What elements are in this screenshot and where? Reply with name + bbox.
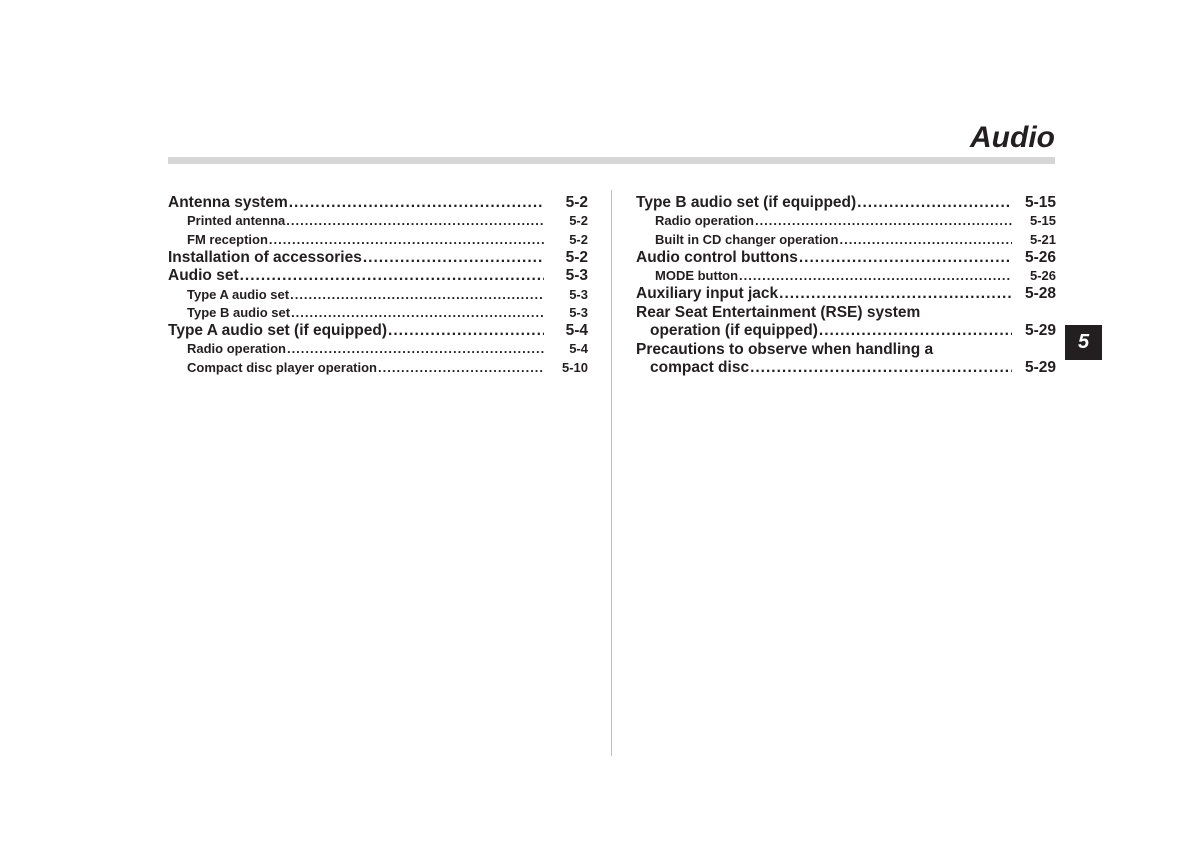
toc-entry-page: 5-21 <box>1029 231 1056 247</box>
toc-entry-title: Type A audio set (if equipped) <box>168 322 388 340</box>
toc-entry-page: 5-2 <box>569 231 588 247</box>
chapter-tab: 5 <box>1065 325 1102 360</box>
toc-entry-page: 5-4 <box>569 341 588 357</box>
toc-entry-title: MODE button <box>655 268 739 284</box>
toc-entry-page: 5-3 <box>565 267 588 285</box>
toc-entry-page: 5-3 <box>569 286 588 302</box>
toc-entry[interactable] <box>168 322 588 340</box>
toc-dot-leader <box>378 359 544 377</box>
toc-dot-leader <box>799 249 1012 267</box>
toc-entry-title: Precautions to observe when handling a <box>636 340 934 358</box>
toc-entry-continuation[interactable] <box>636 322 1056 340</box>
column-divider <box>611 190 612 756</box>
toc-entry[interactable] <box>168 231 588 249</box>
toc-dot-leader <box>857 194 1012 212</box>
toc-entry-title: Audio set <box>168 267 239 285</box>
toc-entry[interactable] <box>636 194 1056 212</box>
toc-entry[interactable] <box>168 304 588 322</box>
toc-entry-title: Audio control buttons <box>636 248 798 266</box>
toc-entry[interactable] <box>168 194 588 212</box>
toc-dot-leader <box>291 304 544 322</box>
toc-entry-page: 5-29 <box>1024 359 1056 377</box>
toc-dot-leader <box>750 359 1012 377</box>
toc-dot-leader <box>289 194 544 212</box>
toc-entry-page: 5-2 <box>569 213 588 229</box>
toc-entry-title: Installation of accessories <box>168 248 362 266</box>
toc-entry-title-continued: compact disc <box>650 359 750 377</box>
toc-entry-title: FM reception <box>187 231 268 247</box>
toc-entry-page: 5-15 <box>1029 213 1056 229</box>
toc-entry[interactable] <box>636 267 1056 285</box>
toc-dot-leader <box>269 231 544 249</box>
toc-entry[interactable] <box>168 340 588 358</box>
toc-dot-leader <box>819 322 1012 340</box>
toc-entry-page: 5-29 <box>1024 322 1056 340</box>
toc-dot-leader <box>286 212 544 230</box>
toc-left-column <box>168 194 588 377</box>
toc-entry[interactable] <box>168 359 588 377</box>
toc-entry-page: 5-2 <box>565 248 588 266</box>
toc-entry[interactable] <box>168 249 588 267</box>
toc-dot-leader <box>779 285 1012 303</box>
toc-entry-page: 5-26 <box>1024 248 1056 266</box>
toc-entry-title: Type A audio set <box>187 286 290 302</box>
toc-entry-page: 5-28 <box>1024 285 1056 303</box>
toc-entry-title: Built in CD changer operation <box>655 231 839 247</box>
toc-entry[interactable] <box>168 267 588 285</box>
toc-entry[interactable] <box>168 212 588 230</box>
toc-entry-page: 5-15 <box>1024 194 1056 211</box>
toc-entry[interactable] <box>636 341 1056 359</box>
toc-entry-page: 5-3 <box>569 304 588 320</box>
toc-right-column <box>636 194 1056 377</box>
toc-entry[interactable] <box>636 231 1056 249</box>
toc-entry[interactable] <box>636 304 1056 322</box>
toc-entry-page: 5-2 <box>565 194 588 211</box>
toc-dot-leader <box>388 322 544 340</box>
toc-entry-page: 5-4 <box>565 322 588 340</box>
toc-dot-leader <box>839 231 1012 249</box>
toc-dot-leader <box>739 267 1012 285</box>
toc-entry-title: Radio operation <box>187 341 286 357</box>
toc-entry-title: Rear Seat Entertainment (RSE) system <box>636 303 921 321</box>
toc-entry[interactable] <box>168 286 588 304</box>
page-title: Audio <box>970 121 1055 154</box>
toc-entry-page: 5-26 <box>1029 268 1056 284</box>
toc-dot-leader <box>363 249 544 267</box>
toc-dot-leader <box>287 340 544 358</box>
toc-entry-title: Compact disc player operation <box>187 359 377 375</box>
toc-entry-continuation[interactable] <box>636 359 1056 377</box>
toc-entry-title: Type B audio set (if equipped) <box>636 194 857 211</box>
toc-entry-title: Auxiliary input jack <box>636 285 779 303</box>
toc-entry-title: Antenna system <box>168 194 288 211</box>
toc-dot-leader <box>290 286 544 304</box>
toc-entry[interactable] <box>636 285 1056 303</box>
toc-entry-title: Printed antenna <box>187 213 286 229</box>
toc-dot-leader <box>755 212 1012 230</box>
toc-entry-title-continued: operation (if equipped) <box>650 322 818 340</box>
toc-entry-page: 5-10 <box>561 359 588 375</box>
toc-entry-title: Radio operation <box>655 213 754 229</box>
toc-dot-leader <box>240 267 544 285</box>
toc-entry-title: Type B audio set <box>187 304 291 320</box>
toc-entry[interactable] <box>636 249 1056 267</box>
title-rule <box>168 157 1055 164</box>
toc-entry[interactable] <box>636 212 1056 230</box>
